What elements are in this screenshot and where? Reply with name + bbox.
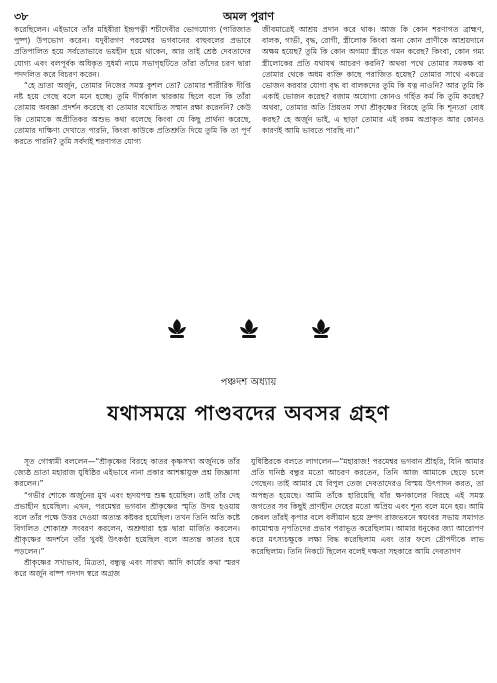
top-right-column bbox=[262, 24, 484, 136]
paragraph: “হে ভ্রাতা অর্জুন, তোমার নিজের সমস্ত কুশল তো? তোমার শারীরিক দীপ্তি নষ্ট হয়ে গেছে বলে মনে হচ্ছে। তুমি দীর্ঘকাল দ্বারকায় ছিলে বলে কি তাঁরা তোমায় অবজ্ঞা প্রদর্শন করেছে বা তোমার যথোচিত সম্মান রক্ষা করেননি? কেউ কি তোমাকে অপ্রীতিকর অশুভ কথা বলেছে কিংবা যে কিছু প্রার্থনা করেছে, তোমার দাক্ষিণ্য দেখাতে পারনি, কিংবা কাউকে প্রতিশ্রুতি দিয়ে তুমি কি তা পূর্ণ করতে পারনি? তুমি সর্বদাই শরণাগত যোগ্য bbox=[14, 81, 251, 147]
top-left-column bbox=[14, 24, 251, 147]
paragraph: জীবমাত্রেই আশ্রয় প্রদান করে থাক। আজ কি কোন শরণাগত ব্রাহ্মণ, বালক, গাভী, বৃদ্ধ, রোগী, স্ত্রীলোক কিংবা অন্য কোন প্রাণীকে আশ্রয়দানে অক্ষম হয়েছ? তুমি কি কোন অগম্যা স্ত্রীতে গমন করেছ? কিংবা, কোন গম্য স্ত্রীলোকের প্রতি যথাযথ আচরণ করনি? অথবা পথে তোমার সমকক্ষ বা তোমার থেকে অধম ব্যক্তি কাছে পরাজিত হয়েছ? তোমার সাথে একত্রে ভোজন করবার যোগ্য বৃদ্ধ বা বালকদের তুমি কি যত্ন নাওনি? আর তুমি কি একাই ভোজন করেছ? বজাম অযোগ্য কোনও গর্হিত কর্ম কি তুমি করেছ? অথবা, তোমার অতি প্রিয়তম সখা শ্রীকৃষ্ণের বিরহে তুমি কি শূন্যতা বোধ করছ? হে অর্জুন ভাই, এ ছাড়া তোমার এই রকম অপ্রাকৃত আর কোনও কারণই আমি ভাবতে পারছি না।” bbox=[262, 25, 484, 135]
ornament-row bbox=[0, 318, 497, 340]
paragraph: করেছিলেন। এইভাবে তাঁর মহিষীরা ইন্দ্রপত্নী শচীদেবীর ভোগযোগ্য (পারিজাত পুষ্প) উপভোগ করেন। যদুবীরগণ পরমেশ্বর ভগবানের বাহুবলের প্রভাবে প্রতিপালিত হয়ে সর্বতোভাবে ভয়হীন হয়ে থাকেন, আর তাই শ্রেষ্ঠ দেবতাদের যোগ্য এবং বলপূর্বক অধিকৃত সুধর্মা নামে সভাগৃহটিতে তাঁরা তাঁদের চরণ দ্বারা পদদলিত করে বিচরণ করেন। bbox=[14, 25, 251, 79]
bottom-right-column bbox=[251, 456, 484, 557]
paragraph: যুধিষ্ঠিরকে বলতে লাগলেন—“মহারাজ! পরমেশ্বর ভগবান শ্রীহরি, যিনি আমার প্রতি ঘনিষ্ঠ বন্ধুর মতো আচরণ করতেন, তিনি আজ আমাকে ছেড়ে চলে গেছেন। তাই আমার যে বিপুল তেজ দেবতাদেরও বিস্ময় উৎপাদন করত, তা অপহৃত হয়েছে। আমি তাঁকে হারিয়েছি যাঁর ক্ষণকালের বিরহে এই সমস্ত জগতের সব কিছুই প্রাণহীন দেহের মতো অপ্রিয় এবং শূন্য বলে মনে হয়। আমি কেবল তাঁরই কৃপার বলে বলীয়ান হয়ে দ্রুপদ রাজভবনে স্বয়ংবর সভায় সমাগত কামোন্মত্ত নৃপতিদের প্রভাব পরাভূত করেছিলাম। আমার ধনুকের জ্যা আরোপণ করে মৎস্যচক্ষুকে লক্ষ্য বিদ্ধ করেছিলাম এবং তার ফলে দ্রৌপদীকে লাভ করেছিলাম। তিনি নিকটে ছিলেন বলেই দক্ষতা সহকারে আমি দেবতাগণ bbox=[251, 457, 484, 556]
paragraph: “গভীর শোকে অর্জুনের মুখ এবং হৃদয়পদ্ম শুষ্ক হয়েছিল। তাই তাঁর দেহ প্রভাহীন হয়েছিল। এখন, পরমেশ্বর ভগবান শ্রীকৃষ্ণের স্মৃতি উদয় হওয়ায় বলে তাঁর পক্ষে উত্তর দেওয়া অত্যন্ত কষ্টকর হয়েছিল। তখন তিনি অতি কষ্টে বিগলিত শোকাশ্রু সংবরণ করলেন, অশ্রুধারা হস্ত দ্বারা মার্জিত করলেন। শ্রীকৃষ্ণের অদর্শনে তাঁর খুবই উৎকণ্ঠা হয়েছিল বলে অত্যন্ত কাতর হয়ে পড়লেন।” bbox=[14, 490, 240, 556]
paragraph: শ্রীকৃষ্ণের সখ্যভাব, মিত্রতা, বন্ধুত্ব এবং সারথ্য আদি কার্যের কথা স্মরণ করে অর্জুন বাষ্প গদগদ স্বরে অগ্রজ bbox=[14, 557, 240, 579]
lotus-ornament-icon bbox=[310, 318, 332, 340]
bottom-left-column bbox=[14, 456, 240, 579]
lotus-ornament-icon bbox=[238, 318, 260, 340]
page-number: ৩৮ bbox=[14, 10, 29, 23]
chapter-title: যথাসময়ে পাণ্ডবদের অবসর গ্রহণ bbox=[107, 401, 390, 425]
chapter-number: পঞ্চদশ অধ্যায় bbox=[220, 377, 277, 388]
paragraph: সূত গোস্বামী বললেন—“শ্রীকৃষ্ণের বিরহে কাতর কৃষ্ণসখা অর্জুনকে তাঁর জ্যেষ্ঠ ভ্রাতা মহারাজ যুধিষ্ঠির এইভাবে নানা প্রকার আশঙ্কাযুক্ত প্রশ্ন জিজ্ঞাসা করলেন।” bbox=[14, 457, 240, 489]
running-title: অমল পুরাণ bbox=[222, 10, 275, 23]
lotus-ornament-icon bbox=[166, 318, 188, 340]
